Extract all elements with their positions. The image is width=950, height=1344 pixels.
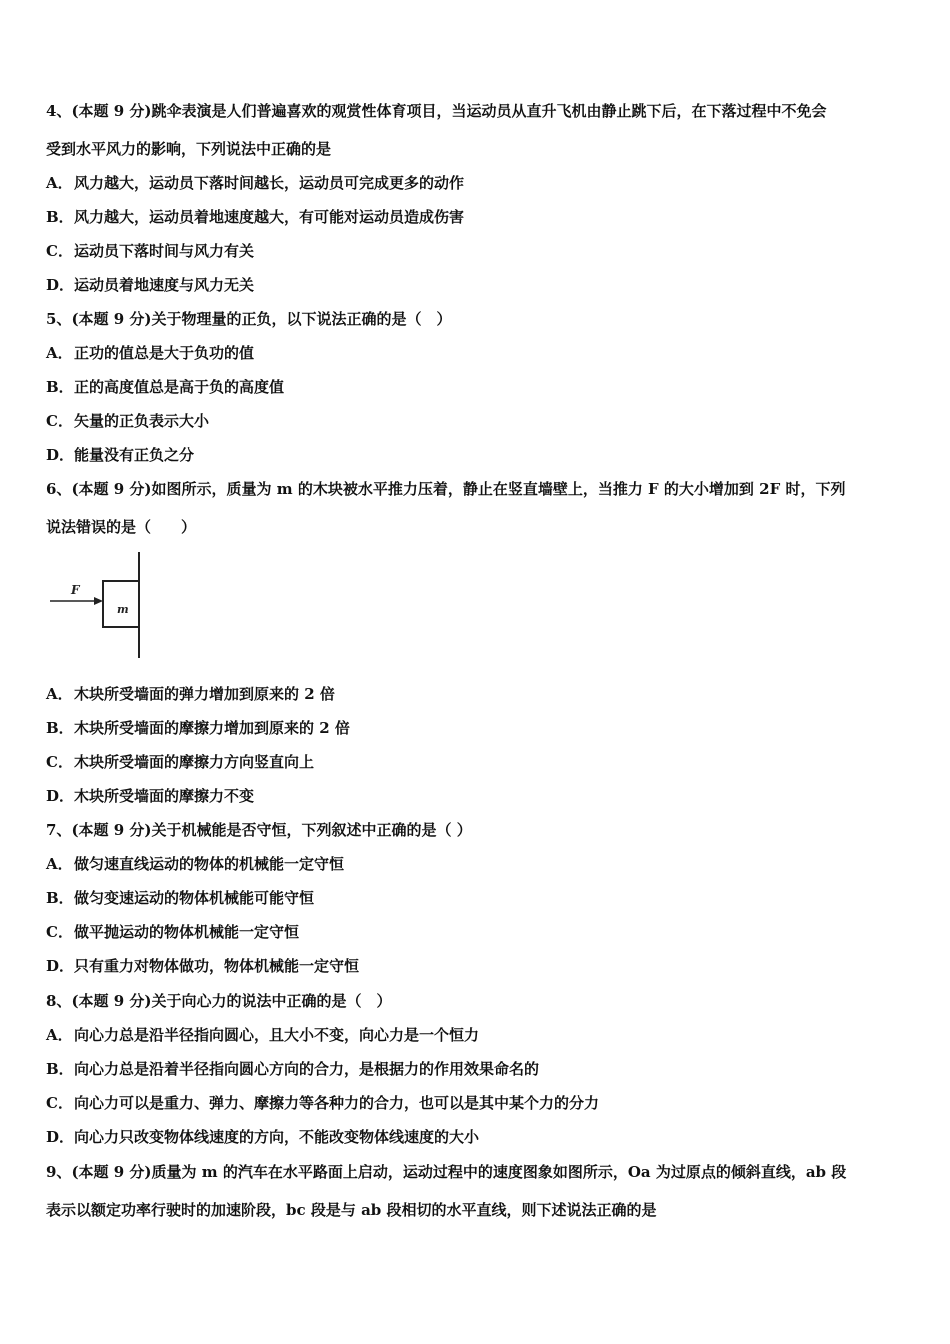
option-label: C． — [46, 923, 73, 941]
question-4-stem-line-1 — [46, 100, 908, 122]
question-number: 8、 — [46, 992, 72, 1010]
option-text: 向心力可以是重力、弹力、摩擦力等各种力的合力，也可以是其中某个力的分力 — [74, 1094, 600, 1112]
question-9-stem-line-2: 表示以额定功率行驶时的加速阶段，bc 段是与 ab 段相切的水平直线，则下述说法正确的是 — [46, 1201, 657, 1219]
question-6-option-c — [46, 751, 908, 773]
option-label: A． — [46, 855, 73, 873]
option-text: 向心力总是沿着半径指向圆心方向的合力，是根据力的作用效果命名的 — [74, 1060, 540, 1078]
question-6-option-a — [46, 683, 908, 705]
question-8-stem-line-1 — [46, 990, 908, 1012]
option-label: D． — [46, 787, 75, 805]
option-label: C． — [46, 412, 73, 430]
option-text: 风力越大，运动员着地速度越大，有可能对运动员造成伤害 — [74, 208, 465, 226]
option-label: B． — [46, 1060, 74, 1078]
option-label: D． — [46, 957, 75, 975]
option-text: 木块所受墙面的摩擦力增加到原来的 2 倍 — [74, 719, 350, 737]
question-number: 6、 — [46, 480, 72, 498]
option-text: 正功的值总是大于负功的值 — [74, 344, 255, 362]
mass-label: m — [117, 603, 129, 616]
option-text: 木块所受墙面的摩擦力不变 — [74, 787, 255, 805]
option-text: 正的高度值总是高于负的高度值 — [74, 378, 285, 396]
question-4-option-b — [46, 206, 908, 228]
option-text: 风力越大，运动员下落时间越长，运动员可完成更多的动作 — [74, 174, 465, 192]
option-label: B． — [46, 208, 74, 226]
option-text: 向心力只改变物体线速度的方向，不能改变物体线速度的大小 — [74, 1128, 480, 1146]
question-number: 5、 — [46, 310, 72, 328]
option-label: B． — [46, 378, 74, 396]
question-number: 7、 — [46, 821, 72, 839]
question-4-option-d — [46, 274, 908, 296]
question-7-option-b — [46, 887, 908, 909]
question-5-option-b — [46, 376, 908, 398]
question-4-option-a — [46, 172, 908, 194]
question-4-stem-line-2: 受到水平风力的影响，下列说法中正确的是 — [46, 140, 332, 158]
question-6-option-b — [46, 717, 908, 739]
option-label: B． — [46, 889, 74, 907]
force-arrow-head-icon — [94, 597, 103, 605]
question-5-option-a — [46, 342, 908, 364]
option-label: A． — [46, 344, 73, 362]
option-label: A． — [46, 1026, 73, 1044]
option-text: 做匀速直线运动的物体的机械能一定守恒 — [74, 855, 345, 873]
question-5-option-d — [46, 444, 908, 466]
question-5-stem-line-1 — [46, 308, 908, 330]
stem-text: (本题 9 分)关于物理量的正负，以下说法正确的是（ ） — [71, 310, 452, 328]
option-text: 矢量的正负表示大小 — [74, 412, 210, 430]
option-label: C． — [46, 1094, 73, 1112]
block-on-wall-figure — [46, 548, 144, 660]
force-diagram — [46, 548, 144, 660]
option-label: D． — [46, 1128, 75, 1146]
stem-text: (本题 9 分)跳伞表演是人们普遍喜欢的观赏性体育项目，当运动员从直升飞机由静止跳下后，在下落过程中不免会 — [71, 102, 827, 120]
option-text: 能量没有正负之分 — [74, 446, 195, 464]
question-8-option-d — [46, 1126, 908, 1148]
option-text: 做匀变速运动的物体机械能可能守恒 — [74, 889, 315, 907]
question-8-option-a — [46, 1024, 908, 1046]
stem-text: (本题 9 分)关于向心力的说法中正确的是（ ） — [71, 992, 392, 1010]
stem-text: (本题 9 分)关于机械能是否守恒，下列叙述中正确的是（ ） — [71, 821, 472, 839]
option-text: 木块所受墙面的弹力增加到原来的 2 倍 — [74, 685, 335, 703]
force-label: F — [71, 583, 80, 597]
question-6-stem-line-1 — [46, 478, 908, 500]
question-6-option-d — [46, 785, 908, 807]
question-6-stem-line-2: 说法错误的是（ ） — [46, 518, 197, 536]
option-text: 木块所受墙面的摩擦力方向竖直向上 — [74, 753, 315, 771]
question-4-option-c — [46, 240, 908, 262]
option-label: A． — [46, 174, 73, 192]
question-number: 9、 — [46, 1163, 72, 1181]
option-label: C． — [46, 242, 73, 260]
question-number: 4、 — [46, 102, 72, 120]
question-8-option-c — [46, 1092, 908, 1114]
question-7-option-d — [46, 955, 908, 977]
option-label: A． — [46, 685, 73, 703]
stem-text: (本题 9 分)如图所示，质量为 m 的木块被水平推力压着，静止在竖直墙壁上，当推力 F 的大小增加到 2F 时，下列 — [71, 480, 846, 498]
question-9-stem-line-1 — [46, 1161, 908, 1183]
question-7-option-a — [46, 853, 908, 875]
stem-text: (本题 9 分)质量为 m 的汽车在水平路面上启动，运动过程中的速度图象如图所示，Oa 为过原点的倾斜直线，ab 段 — [71, 1163, 847, 1181]
option-text: 运动员下落时间与风力有关 — [74, 242, 255, 260]
question-5-option-c — [46, 410, 908, 432]
option-label: D． — [46, 276, 75, 294]
option-text: 向心力总是沿半径指向圆心，且大小不变，向心力是一个恒力 — [74, 1026, 480, 1044]
question-8-option-b — [46, 1058, 908, 1080]
option-text: 做平抛运动的物体机械能一定守恒 — [74, 923, 300, 941]
question-7-stem-line-1 — [46, 819, 908, 841]
question-7-option-c — [46, 921, 908, 943]
option-text: 只有重力对物体做功，物体机械能一定守恒 — [74, 957, 360, 975]
option-text: 运动员着地速度与风力无关 — [74, 276, 255, 294]
option-label: C． — [46, 753, 73, 771]
option-label: B． — [46, 719, 74, 737]
option-label: D． — [46, 446, 75, 464]
